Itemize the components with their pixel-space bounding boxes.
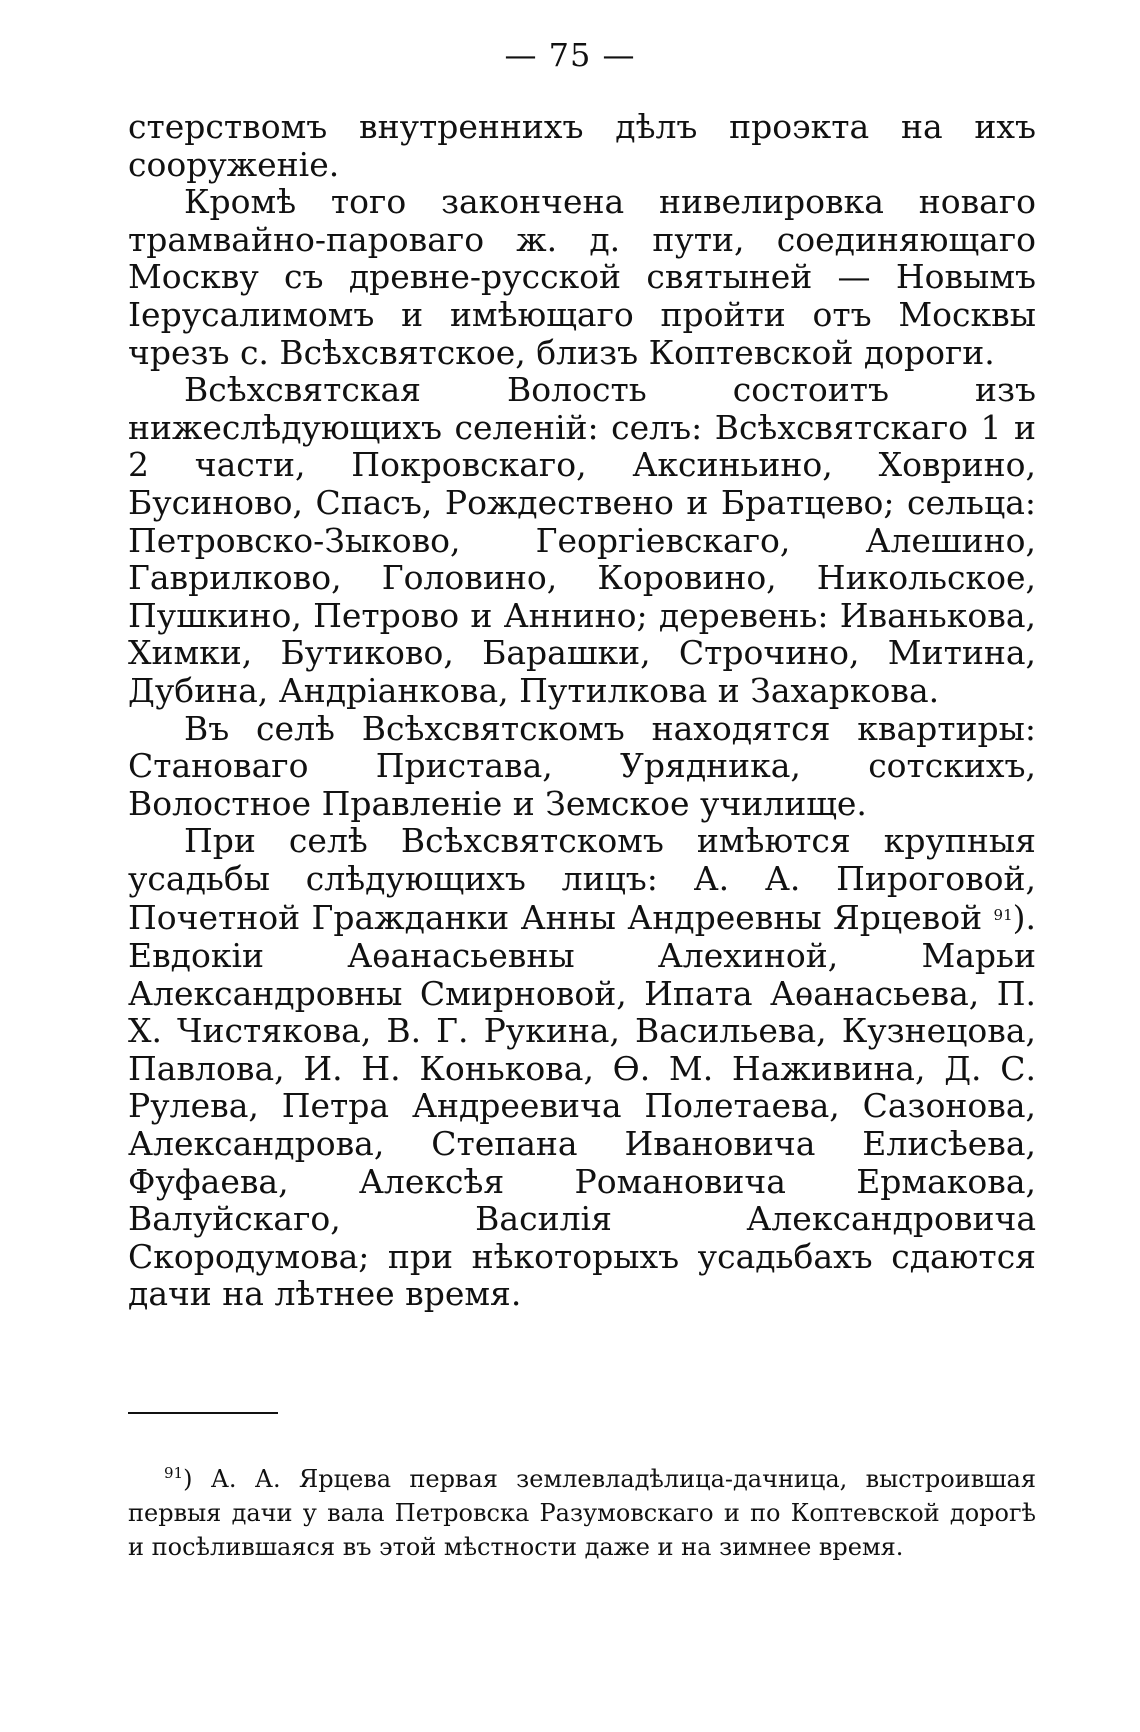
body-text <box>128 108 1036 1313</box>
estates-text-start: При селѣ Всѣхсвятскомъ имѣются крупныя усадьбы слѣдующихъ лицъ: А. А. Пироговой, Почетной Гражданки Анны Андреевны Ярцевой <box>128 821 1036 938</box>
footnote <box>128 1456 1036 1564</box>
paragraph-estates <box>128 822 1036 1313</box>
footnote-mark: 91 <box>164 1464 184 1482</box>
page-number: — 75 — <box>504 36 636 74</box>
paragraph-continuation: стерствомъ внутреннихъ дѣлъ проэкта на ихъ сооруженіе. <box>128 107 1036 184</box>
paragraph-offices: Въ селѣ Всѣхсвятскомъ находятся квартиры: Становаго Пристава, Урядника, сотскихъ, Волостное Правленіе и Земское училище. <box>128 708 1036 823</box>
footnote-text: ) А. А. Ярцева первая землевладѣлица-дачница, выстроившая первыя дачи у вала Петровска Разумовскаго и по Коптевской дорогѣ и посѣлившаяся въ этой мѣстности даже и на зимнее время. <box>128 1465 1036 1561</box>
estates-text-end: ). Евдокіи Аѳанасьевны Алехиной, Марьи Александровны Смирновой, Ипата Аѳанасьева, П. Х. Чистякова, В. Г. Рукина, Васильева, Кузнецова, Павлова, И. Н. Конькова, Ѳ. М. Наживина, Д. С. Рулева, Петра Андреевича Полетаева, Сазонова, Александрова, Степана Ивановича Елисѣева, Фуфаева, Алексѣя Романовича Ермакова, Валуйскаго, Василія Александровича Скородумова; при нѣкоторыхъ усадьбахъ сдаются дачи на лѣтнее время. <box>128 898 1036 1314</box>
footnote-divider <box>128 1412 278 1414</box>
paragraph-tramway: Кромѣ того закончена нивелировка новаго трамвайно-пароваго ж. д. пути, соединяющаго Москву съ древне-русской святыней — Новымъ Іерусалимомъ и имѣющаго пройти отъ Москвы чрезъ с. Всѣхсвятское, близъ Коптевской дороги. <box>128 182 1036 372</box>
footnote-reference[interactable]: 91 <box>993 906 1013 925</box>
paragraph-volost-villages: Всѣхсвятская Волость состоитъ изъ нижеслѣдующихъ селеній: селъ: Всѣхсвятскаго 1 и 2 части, Покровскаго, Аксиньино, Ховрино, Бусиново, Спасъ, Рождествено и Братцево; сельца: Петровско-Зыково, Георгіевскаго, Алешино, Гаврилково, Головино, Коровино, Никольское, Пушкино, Петрово и Аннино; деревень: Иванькова, Химки, Бутиково, Барашки, Строчино, Митина, Дубина, Андріанкова, Путилкова и Захаркова. <box>128 370 1036 710</box>
